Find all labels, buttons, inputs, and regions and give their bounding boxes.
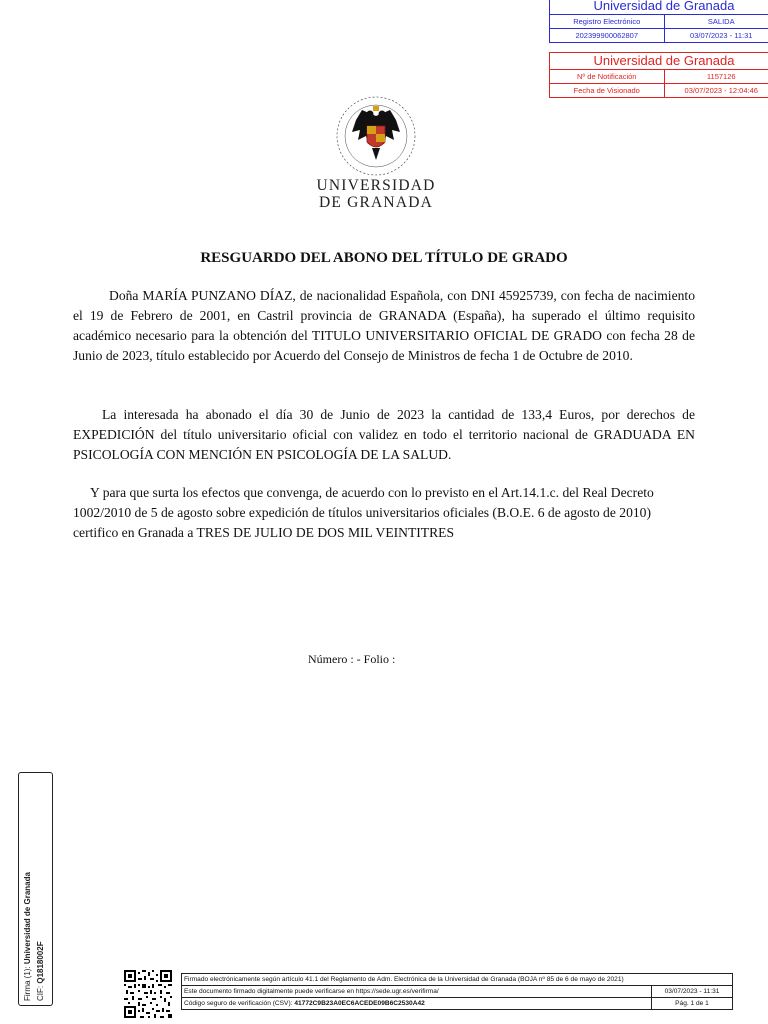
university-wordmark-line1: UNIVERSIDAD xyxy=(316,177,436,194)
notification-stamp-title: Universidad de Granada xyxy=(550,53,768,70)
footer-csv-label: Código seguro de verificación (CSV): xyxy=(184,1000,293,1007)
paragraph-certification: Y para que surta los efectos que convenga, de acuerdo con lo previsto en el Art.14.1.c. del Real Decreto 1002/2010 de 5 de agosto sobre expedición de títulos universitarios oficiales (B.O.E. 6 de agosto de 2010) certifico en Granada a TRES DE JULIO DE DOS MIL VEINTITRES xyxy=(73,485,654,540)
registry-date: 03/07/2023 - 11:31 xyxy=(690,31,753,40)
signature-firma xyxy=(23,872,32,1001)
notification-stamp xyxy=(549,52,768,98)
paragraph-payment: La interesada ha abonado el día 30 de Junio de 2023 la cantidad de 133,4 Euros, por derechos de EXPEDICIÓN del título universitario oficial con validez en todo el territorio nacional de GRADUADA EN PSICOLOGÍA CON MENCIÓN EN PSICOLOGÍA DE LA SALUD. xyxy=(73,407,695,462)
footer-signature-note: Firmado electrónicamente según artículo 41.1 del Reglamento de Adm. Electrónica de la Universidad de Granada (BOJA nº 85 de 6 de mayo de 2021) xyxy=(184,976,624,983)
university-wordmark-line2: DE GRANADA xyxy=(318,194,434,211)
verification-footer xyxy=(181,973,733,1010)
registry-label: Registro Electrónico xyxy=(550,15,665,28)
footer-verify-note: Este documento firmado digitalmente puede verificarse en https://sede.ugr.es/verifirma/ xyxy=(184,988,439,995)
firma-label: Firma (1): xyxy=(23,966,32,1001)
registry-type: SALIDA xyxy=(707,17,735,26)
view-date: 03/07/2023 - 12:04:46 xyxy=(684,86,758,95)
footer-csv xyxy=(182,998,651,1009)
numero-folio: Número : - Folio : xyxy=(308,652,396,666)
university-seal-icon xyxy=(334,94,418,178)
footer-date: 03/07/2023 - 11:31 xyxy=(651,986,732,997)
registry-stamp xyxy=(549,0,768,43)
firma-value: Universidad de Granada xyxy=(23,872,32,965)
signature-cif xyxy=(36,941,45,1001)
footer-page: Pág. 1 de 1 xyxy=(651,998,732,1009)
cif-label: CIF: xyxy=(36,985,45,1001)
notification-number-label: Nº de Notificación xyxy=(550,70,665,83)
view-date-label: Fecha de Visionado xyxy=(550,84,665,97)
registry-number: 202399900062807 xyxy=(550,29,665,42)
qr-code-icon xyxy=(124,970,172,1018)
document-title: RESGUARDO DEL ABONO DEL TÍTULO DE GRADO xyxy=(200,250,568,266)
signature-side-box xyxy=(18,772,53,1006)
university-wordmark xyxy=(300,177,452,211)
footer-csv-code: 41772C9B23A0EC6ACEDE09B6C2530A42 xyxy=(294,1000,425,1007)
registry-stamp-title: Universidad de Granada xyxy=(550,0,768,15)
paragraph-student-info: Doña MARÍA PUNZANO DÍAZ, de nacionalidad Española, con DNI 45925739, con fecha de nacimiento el 19 de Febrero de 2001, en Castril provincia de GRANADA (España), ha superado el último requisito académico necesario para la obtención del TITULO UNIVERSITARIO OFICIAL DE GRADO con fecha 28 de Junio de 2023, título establecido por Acuerdo del Consejo de Ministros de fecha 1 de Octubre de 2010. xyxy=(73,288,695,363)
notification-number: 1157126 xyxy=(706,72,736,81)
cif-value: Q1818002F xyxy=(36,941,45,984)
